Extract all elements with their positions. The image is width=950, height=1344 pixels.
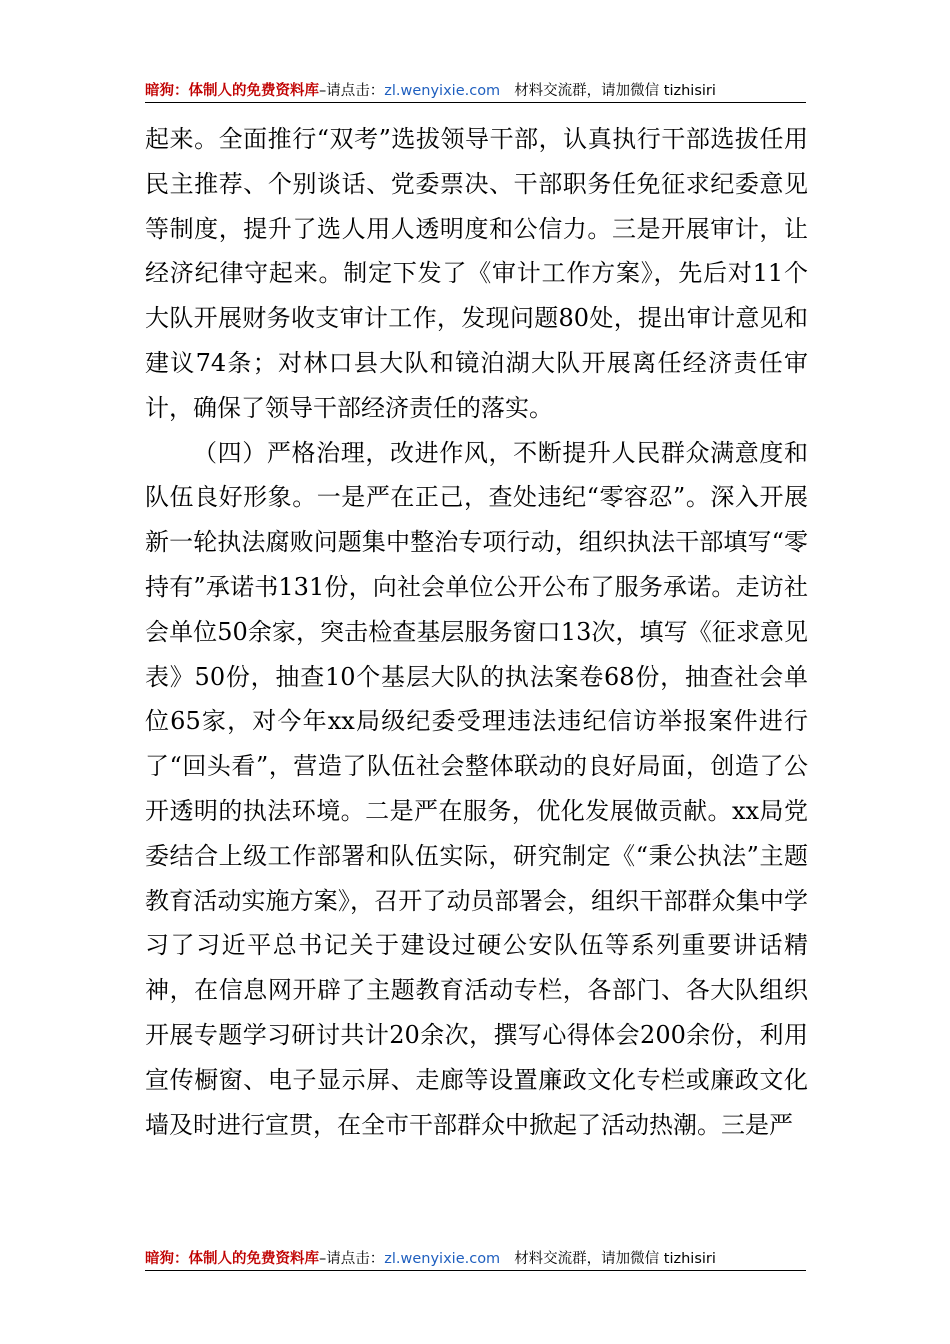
footer-brand: 暗狗：体制人的免费资料库	[145, 1251, 319, 1267]
footer-url-link[interactable]: zl.wenyixie.com	[384, 1251, 501, 1267]
header-url-link[interactable]: zl.wenyixie.com	[384, 83, 501, 99]
header-click-text: –请点击：	[319, 83, 385, 99]
header-brand: 暗狗：体制人的免费资料库	[145, 83, 319, 99]
header-rule	[145, 102, 806, 103]
header-group-text: 材料交流群，请加微信 tizhisiri	[514, 83, 716, 99]
page-header	[145, 68, 806, 100]
footer-click-text: –请点击：	[319, 1251, 385, 1267]
paragraph-1: 起来。全面推行“双考”选拔领导干部，认真执行干部选拔任用民主推荐、个别谈话、党委票决、干部职务任免征求纪委意见等制度，提升了选人用人透明度和公信力。三是开展审计，让经济纪律守起来。制定下发了《审计工作方案》，先后对11个大队开展财务收支审计工作，发现问题80处，提出审计意见和建议74条；对林口县大队和镜泊湖大队开展离任经济责任审计，确保了领导干部经济责任的落实。	[145, 125, 808, 422]
footer-group-text: 材料交流群，请加微信 tizhisiri	[514, 1251, 716, 1267]
document-body	[145, 117, 808, 1147]
footer-rule	[145, 1270, 806, 1271]
page-footer	[145, 1236, 806, 1268]
paragraph-2: （四）严格治理，改进作风，不断提升人民群众满意度和队伍良好形象。一是严在正己，查处违纪“零容忍”。深入开展新一轮执法腐败问题集中整治专项行动，组织执法干部填写“零持有”承诺书131份，向社会单位公开公布了服务承诺。走访社会单位50余家，突击检查基层服务窗口13次，填写《征求意见表》50份，抽查10个基层大队的执法案卷68份，抽查社会单位65家，对今年xx局级纪委受理违法违纪信访举报案件进行了“回头看”，营造了队伍社会整体联动的良好局面，创造了公开透明的执法环境。二是严在服务，优化发展做贡献。xx局党委结合上级工作部署和队伍实际，研究制定《“秉公执法”主题教育活动实施方案》，召开了动员部署会，组织干部群众集中学习了习近平总书记关于建设过硬公安队伍等系列重要讲话精神，在信息网开辟了主题教育活动专栏，各部门、各大队组织开展专题学习研讨共计20余次，撰写心得体会200余份，利用宣传橱窗、电子显示屏、走廊等设置廉政文化专栏或廉政文化墙及时进行宣贯，在全市干部群众中掀起了活动热潮。三是严	[145, 438, 808, 1139]
